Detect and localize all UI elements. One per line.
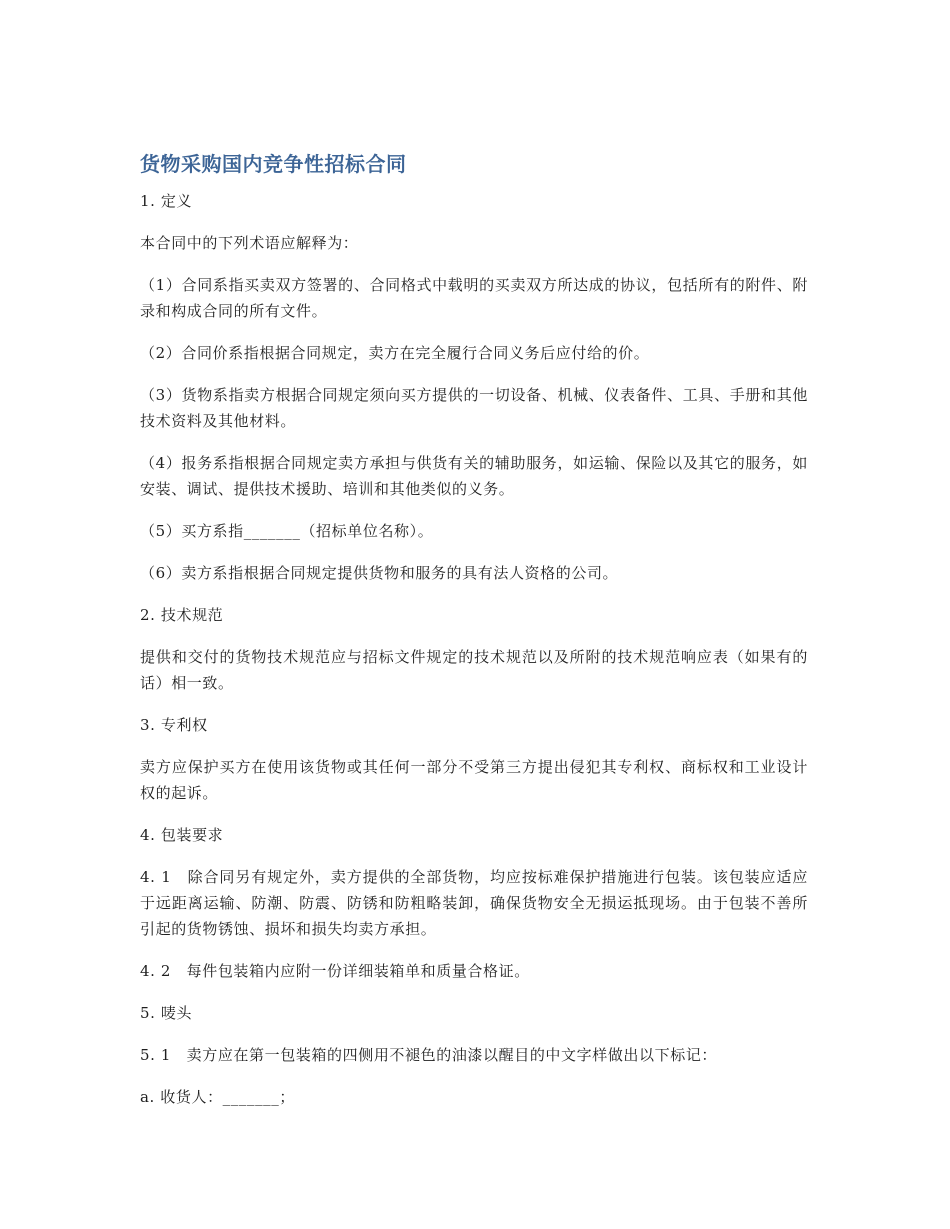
document-page xyxy=(140,150,808,1126)
paragraph: （1）合同系指买卖双方签署的、合同格式中载明的买卖双方所达成的协议，包括所有的附件、附录和构成合同的所有文件。 xyxy=(140,276,808,320)
paragraph: （2）合同价系指根据合同规定，卖方在完全履行合同义务后应付给的价。 xyxy=(140,344,650,362)
paragraph: （6）卖方系指根据合同规定提供货物和服务的具有法人资格的公司。 xyxy=(140,564,619,582)
section-heading-packaging: 4. 包装要求 xyxy=(140,826,224,844)
section-heading-definition: 1. 定义 xyxy=(140,192,193,210)
paragraph: （3）货物系指卖方根据合同规定须向买方提供的一切设备、机械、仪表备件、工具、手册和其他技术资料及其他材料。 xyxy=(140,386,808,430)
section-heading-patent: 3. 专利权 xyxy=(140,716,208,734)
paragraph: 5. 1 卖方应在第一包装箱的四侧用不褪色的油漆以醒目的中文字样做出以下标记： xyxy=(140,1046,718,1064)
paragraph: 卖方应保护买方在使用该货物或其任何一部分不受第三方提出侵犯其专利权、商标权和工业设计权的起诉。 xyxy=(140,758,808,802)
section-heading-shipping-mark: 5. 唛头 xyxy=(140,1004,193,1022)
paragraph: （4）报务系指根据合同规定卖方承担与供货有关的辅助服务，如运输、保险以及其它的服务，如安装、调试、提供技术援助、培训和其他类似的义务。 xyxy=(140,454,808,498)
paragraph: 提供和交付的货物技术规范应与招标文件规定的技术规范以及所附的技术规范响应表（如果有的话）相一致。 xyxy=(140,648,808,692)
paragraph: 4. 1 除合同另有规定外，卖方提供的全部货物，均应按标难保护措施进行包装。该包装应适应于远距离运输、防潮、防震、防锈和防粗略装卸，确保货物安全无损运抵现场。由于包装不善所引起的货物锈蚀、损坏和损失均卖方承担。 xyxy=(140,868,808,938)
page-title: 货物采购国内竞争性招标合同 xyxy=(140,152,407,176)
paragraph: a. 收货人：_______； xyxy=(140,1088,295,1106)
paragraph: 4. 2 每件包装箱内应附一份详细装箱单和质量合格证。 xyxy=(140,962,530,980)
section-heading-technical-spec: 2. 技术规范 xyxy=(140,606,224,624)
paragraph: 本合同中的下列术语应解释为： xyxy=(140,234,359,252)
paragraph: （5）买方系指_______（招标单位名称）。 xyxy=(140,522,434,540)
